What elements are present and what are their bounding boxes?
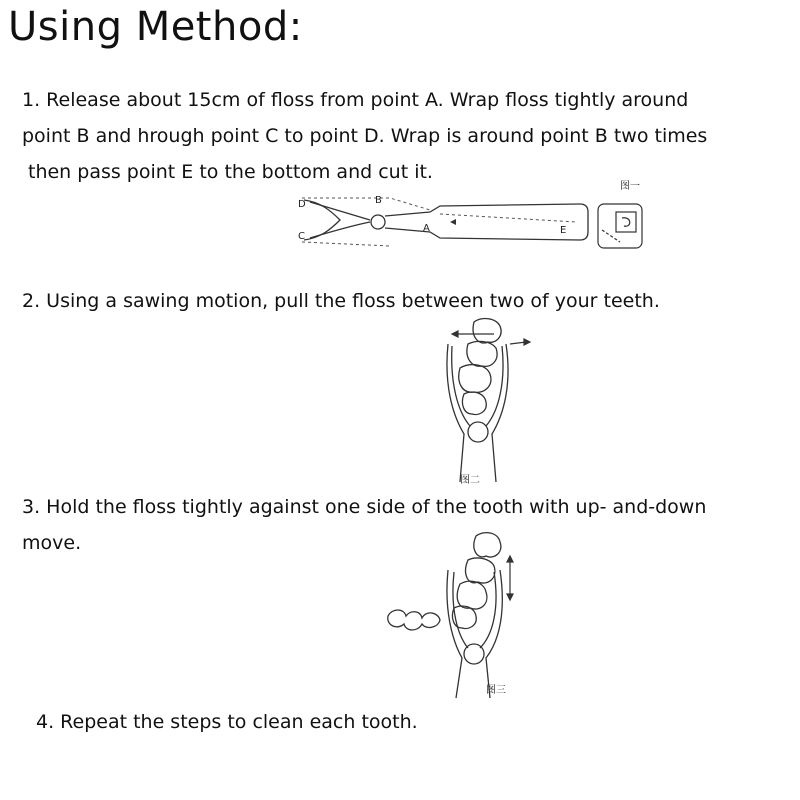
point-a-label: A [423, 223, 430, 234]
step-3-line-2: move. [22, 532, 82, 554]
step-3-text [22, 489, 706, 561]
step-1-line-1: 1. Release about 15cm of floss from point A. Wrap floss tightly around [22, 89, 689, 111]
figure-1-flosser-diagram [290, 180, 650, 260]
page-title: Using Method: [8, 4, 303, 50]
figure-3-up-down-diagram [382, 530, 532, 700]
step-4-text [36, 704, 418, 740]
step-2-line-1: 2. Using a sawing motion, pull the floss between two of your teeth. [22, 290, 660, 312]
point-e-label: E [560, 225, 567, 236]
point-b-label: B [375, 195, 382, 206]
figure-2-sawing-diagram [430, 314, 540, 486]
step-2-text [22, 283, 660, 319]
up-down-motion-illustration [382, 530, 532, 700]
flosser-holder-illustration [290, 180, 650, 260]
step-1-text [22, 82, 707, 190]
step-4-line-1: 4. Repeat the steps to clean each tooth. [36, 711, 418, 733]
step-3-line-1: 3. Hold the floss tightly against one side of the tooth with up- and-down [22, 496, 707, 518]
figure-1-caption: 图一 [620, 181, 640, 192]
step-1-line-3: then pass point E to the bottom and cut it. [28, 161, 433, 183]
step-1-line-2: point B and hrough point C to point D. Wrap is around point B two times [22, 125, 708, 147]
figure-2-caption: 图二 [460, 475, 480, 486]
sawing-motion-illustration [430, 314, 540, 486]
point-d-label: D [298, 199, 306, 210]
figure-3-caption: 图三 [486, 685, 506, 696]
point-c-label: C [298, 231, 305, 242]
